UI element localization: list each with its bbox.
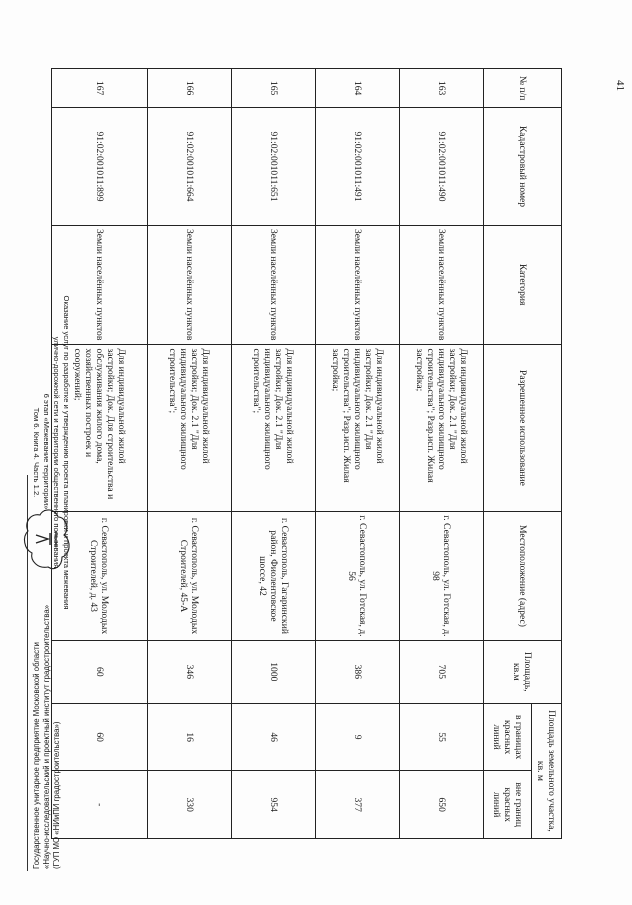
header-category: Категория [484,225,562,344]
cell-category: Земли населённых пунктов [316,225,400,344]
footer-org-line-3: (ГУП МО «НИиПИ градостроительства») [52,721,61,869]
cell-num: 164 [316,69,400,108]
cell-cadastral: 91:02:001011:490 [400,108,484,226]
table-row [400,69,484,839]
region-map-emblem-icon [18,503,76,575]
cell-location: г. Севастополь, ул. Молодых Строителей, 45-А [148,512,232,641]
cell-permitted-use: Для индивидуальной жилой застройки; Док. 2.1 "Для индивидуального жилищного строительства"; Разр.исп. Жилая застройка; [400,344,484,512]
cell-permitted-use: Для индивидуальной жилой застройки; Док. 2.1 "Для индивидуального жилищного строительства"; Разр.исп. Жилая застройка; [316,344,400,512]
cell-num: 163 [400,69,484,108]
header-area: Площадь, кв.м [484,640,562,703]
header-line-2: улично-дорожной сети и территории общественного пользования [52,336,61,569]
footer-org-line-2: «Научно-исследовательский и проектный институт градостроительства» [42,604,51,869]
cell-permitted-use: Для индивидуальной жилой застройки; Док. Для строительства и обслуживания жилого дома, хозяйственных построек и сооружений; [52,344,148,512]
land-plots-table [51,68,562,839]
cell-category: Земли населённых пунктов [148,225,232,344]
cell-inside-red-lines: 46 [232,703,316,771]
cell-cadastral: 91:02:001011:664 [148,108,232,226]
cell-outside-red-lines: - [52,771,148,839]
cell-cadastral: 91:02:001011:651 [232,108,316,226]
cell-location: г. Севастополь, Гагаринский район, Фиолентовское шоссе, 42 [232,512,316,641]
header-location: Местоположение (адрес) [484,512,562,641]
cell-inside-red-lines: 16 [148,703,232,771]
cell-location: г. Севастополь, ул. Готская, д. 56 [316,512,400,641]
cell-area: 1000 [232,640,316,703]
cell-location: г. Севастополь, ул. Молодых Строителей, д. 43 [52,512,148,641]
cell-inside-red-lines: 60 [52,703,148,771]
footer [0,0,110,905]
cell-outside-red-lines: 330 [148,771,232,839]
cell-area: 60 [52,640,148,703]
header-line-4: Том 6. Книга 4. Часть 1.2. [32,407,41,498]
cell-inside-red-lines: 9 [316,703,400,771]
header-permitted-use: Разрешенное использование [484,344,562,512]
cell-outside-red-lines: 650 [400,771,484,839]
cell-permitted-use: Для индивидуальной жилой застройки; Док. 2.1 "Для индивидуального жилищного строительства"; [232,344,316,512]
header-inside-red-lines: в границах красных линий [484,703,532,771]
cell-location: г. Севастополь, ул. Готская, д. 98 [400,512,484,641]
cell-area: 705 [400,640,484,703]
cell-category: Земли населённых пунктов [400,225,484,344]
cell-category: Земли населённых пунктов [232,225,316,344]
cell-num: 166 [148,69,232,108]
page-number: 41 [614,80,626,91]
table-row [232,69,316,839]
cell-permitted-use: Для индивидуальной жилой застройки; Док. 2.1 "Для индивидуального жилищного строительства"; [148,344,232,512]
cell-cadastral: 91:02:001011:491 [316,108,400,226]
header-cadastral: Кадастровый номер [484,108,562,226]
cell-num: 165 [232,69,316,108]
table-row [316,69,400,839]
cell-area: 386 [316,640,400,703]
header-num: № п/п [484,69,562,108]
header-land-area-group: Площадь земельного участка, кв. м [532,703,562,838]
header-line-3: 6 этап «Межевание территории». [42,393,51,512]
cell-category: Земли населённых пунктов [52,225,148,344]
table-row [148,69,232,839]
cell-outside-red-lines: 954 [232,771,316,839]
cell-outside-red-lines: 377 [316,771,400,839]
cell-cadastral: 91:02:001011:899 [52,108,148,226]
cell-inside-red-lines: 55 [400,703,484,771]
cell-num: 167 [52,69,148,108]
header-outside-red-lines: вне границ красных линий [484,771,532,839]
header-line-1: Оказание услуг по разработке и утверждению проекта планировки и проекта межевания [62,295,71,610]
cell-area: 346 [148,640,232,703]
footer-org-line-1: Государственное унитарное предприятие Московской области [32,642,41,869]
